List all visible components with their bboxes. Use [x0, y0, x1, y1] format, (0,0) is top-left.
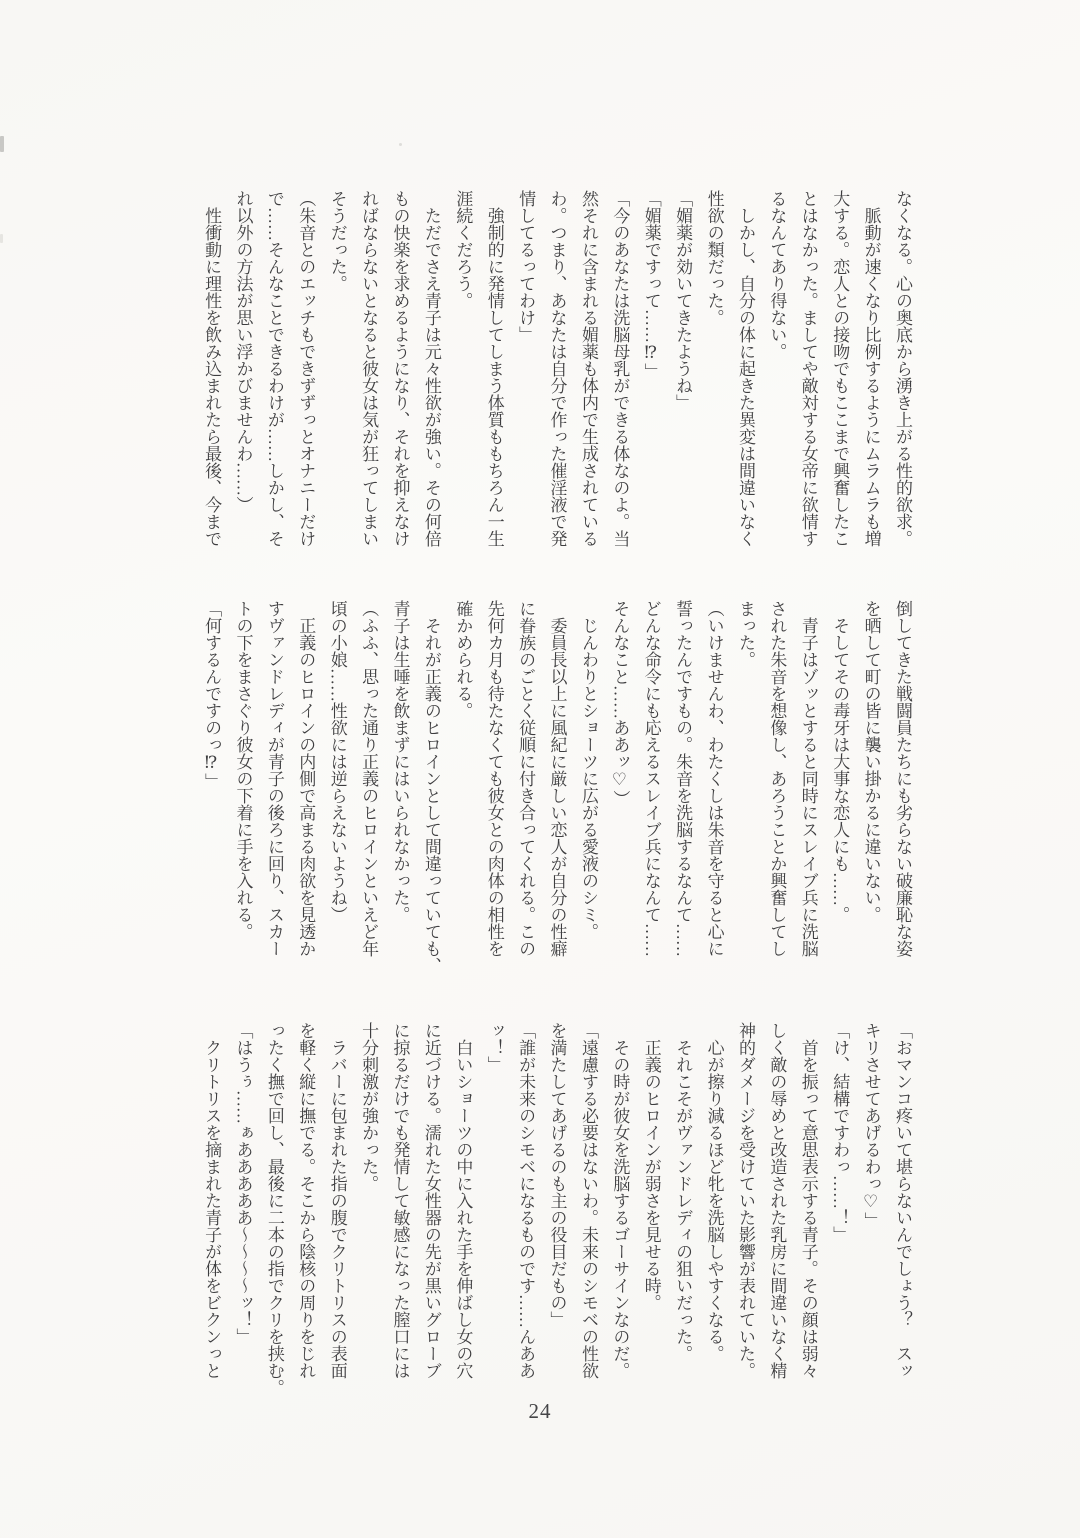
text-line: を満たしてあげるのも主の役目だもの」: [547, 1022, 567, 1328]
text-line: すヴァンドレディが青子の後ろに回り、スカー: [264, 600, 284, 957]
text-line: 「今のあなたは洗脳母乳ができる体なのよ。当: [610, 190, 630, 547]
text-line: 正義のヒロインの内側で高まる肉欲を見透か: [296, 617, 316, 957]
text-line: に掠るだけでも発情して敏感になった膣口には: [390, 1022, 410, 1379]
page-number: 24: [528, 1399, 552, 1423]
text-line: 「誰が未来のシモベになるものです……んああ: [516, 1022, 536, 1379]
text-line: キリさせてあげるわっ♡」: [861, 1022, 881, 1229]
text-line: を軽く縦に撫でる。そこから陰核の周りをじれ: [296, 1022, 316, 1379]
text-line: で……そんなことできるわけが……しかし、そ: [264, 190, 284, 547]
text-line: 十分刺激が強かった。: [359, 1022, 379, 1192]
text-line: れ以外の方法が思い浮かびませんわ……）: [233, 190, 253, 513]
text-line: しかし、自分の体に起きた異変は間違いなく: [735, 207, 755, 547]
text-line: 脈動が速くなり比例するようにムラムラも増: [861, 207, 881, 547]
text-line: 「はうぅ……ぁあああああ〜〜〜〜ッ！」: [233, 1022, 253, 1345]
text-line: トの下をまさぐり彼女の下着に手を入れる。: [233, 600, 253, 940]
text-line: 青子はゾッとすると同時にスレイブ兵に洗脳: [798, 617, 818, 957]
text-line: 大する。恋人との接吻でもここまで興奮したこ: [830, 190, 850, 547]
text-line: どんな命令にも応えるスレイブ兵になんて……: [641, 600, 661, 957]
text-line: を晒して町の皆に襲い掛かるに違いない。: [861, 600, 881, 923]
text-line: その時が彼女を洗脳するゴーサインなのだ。: [610, 1039, 630, 1379]
text-line: に眷族のごとく従順に付き合ってくれる。この: [516, 600, 536, 957]
text-line: ッ！」: [484, 1022, 504, 1073]
text-line: とはなかった。ましてや敵対する女帝に欲情す: [798, 190, 818, 547]
text-line: ればならないとなると彼女は気が狂ってしまい: [359, 190, 379, 547]
text-line: 正義のヒロインが弱さを見せる時。: [641, 1039, 661, 1311]
text-line: 「け、結構ですわっ……！」: [830, 1022, 850, 1243]
text-line: （朱音とのエッチもできずずっとオナニーだけ: [296, 190, 316, 547]
text-line: 先何カ月も待たなくても彼女との肉体の相性を: [484, 600, 504, 957]
text-line: 涯続くだろう。: [453, 190, 473, 309]
text-line: 強制的に発情してしまう体質ももちろん一生: [484, 207, 504, 547]
text-line: しく敵の辱めと改造された乳房に間違いなく精: [767, 1022, 787, 1379]
text-line: 然それに含まれる媚薬も体内で生成されている: [578, 190, 598, 547]
text-line: 「遠慮する必要はないわ。未来のシモベの性欲: [578, 1022, 598, 1379]
text-line: 「媚薬ですって……⁉」: [641, 190, 661, 380]
text-line: 情してるってわけ」: [516, 190, 536, 343]
text-line: （いけませんわ、わたくしは朱音を守ると心に: [704, 600, 724, 957]
text-line: クリトリスを摘まれた青子が体をビクンっと: [202, 1039, 222, 1379]
text-line: そんなこと……ああッ♡）: [610, 600, 630, 807]
text-line: 首を振って意思表示する青子。その顔は弱々: [798, 1039, 818, 1379]
text-line: 誓ったんですもの。朱音を洗脳するなんて……: [673, 600, 693, 957]
scan-artifact: [0, 136, 4, 152]
scan-artifact: [399, 143, 402, 146]
text-line: 性衝動に理性を飲み込まれたら最後、今まで: [202, 207, 222, 547]
text-line: 倒してきた戦闘員たちにも劣らない破廉恥な姿: [893, 600, 912, 957]
text-line: 神的ダメージを受けていた影響が表れていた。: [735, 1022, 755, 1379]
text-line: なくなる。心の奥底から湧き上がる性的欲求。: [893, 190, 912, 547]
text-line: 「何するんですのっ⁉」: [202, 600, 222, 790]
text-line: そしてその毒牙は大事な恋人にも……。: [830, 617, 850, 923]
text-line: ったく撫で回し、最後に二本の指でクリを挟む。: [264, 1022, 284, 1396]
text-line: された朱音を想像し、あろうことか興奮してし: [767, 600, 787, 957]
text-line: 確かめられる。: [453, 600, 473, 719]
text-line: 心が擦り減るほど牝を洗脳しやすくなる。: [704, 1039, 724, 1362]
text-block-middle: [196, 600, 918, 1000]
text-line: わ。つまり、あなたは自分で作った催淫液で発: [547, 190, 567, 547]
text-line: るなんてあり得ない。: [767, 190, 787, 360]
text-line: に近づける。濡れた女性器の先が黒いグローブ: [421, 1022, 441, 1379]
text-line: 「媚薬が効いてきたようね」: [673, 190, 693, 411]
text-line: ラバーに包まれた指の腹でクリトリスの表面: [327, 1039, 347, 1379]
text-line: 青子は生唾を飲まずにはいられなかった。: [390, 600, 410, 923]
text-block-bottom: [196, 1022, 918, 1406]
text-line: そうだった。: [327, 190, 347, 292]
scan-artifact: [0, 234, 3, 243]
text-line: ただでさえ青子は元々性欲が強い。その何倍: [421, 207, 441, 547]
text-line: もの快楽を求めるようになり、それを抑えなけ: [390, 190, 410, 547]
text-line: （ふふ、思った通り正義のヒロインといえど年: [359, 600, 379, 957]
text-line: 白いショーツの中に入れた手を伸ばし女の穴: [453, 1039, 473, 1379]
text-line: 性欲の類だった。: [704, 190, 724, 326]
text-line: 委員長以上に風紀に厳しい恋人が自分の性癖: [547, 617, 567, 957]
text-line: 頃の小娘……性欲には逆らえないようね）: [327, 600, 347, 923]
text-line: 「おマンコ疼いて堪らないんでしょう？ スッ: [893, 1022, 912, 1379]
text-line: それこそがヴァンドレディの狙いだった。: [673, 1039, 693, 1362]
text-line: まった。: [735, 600, 755, 668]
text-block-top: [196, 190, 918, 570]
text-line: じんわりとショーツに広がる愛液のシミ。: [578, 617, 598, 940]
text-line: それが正義のヒロインとして間違っていても、: [421, 617, 441, 974]
